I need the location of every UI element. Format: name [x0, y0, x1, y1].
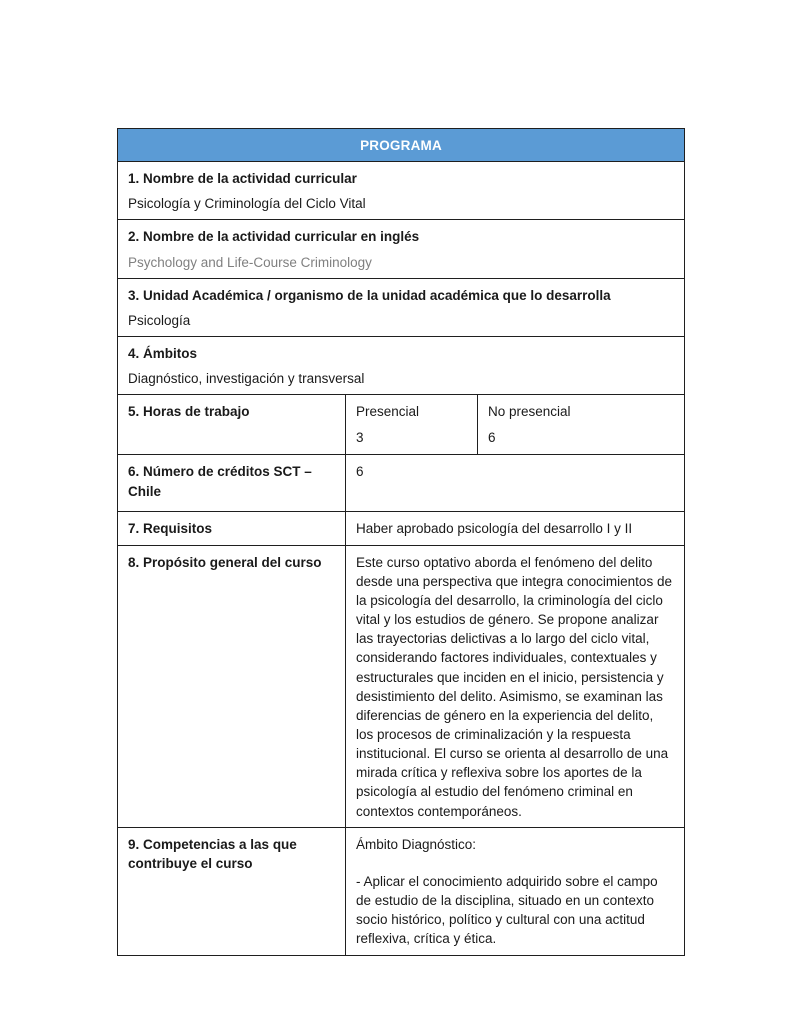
row8-value-cell: [346, 545, 685, 827]
row9-value-title: Ámbito Diagnóstico:: [356, 836, 477, 852]
table-row: [118, 455, 685, 512]
table-row: [118, 162, 685, 220]
table-row: [118, 220, 685, 278]
row4-value: Diagnóstico, investigación y transversal: [128, 371, 365, 387]
row9-value-body: - Aplicar el conocimiento adquirido sobre el campo de estudio de la disciplina, situado en un contexto socio histórico, político y cultural con una actitud reflexiva, crítica y ética.: [356, 873, 658, 947]
row5-label-cell: [118, 395, 346, 455]
row7-label: 7. Requisitos: [128, 521, 213, 537]
row1-value: Psicología y Criminología del Ciclo Vital: [128, 196, 366, 212]
row5-no-presencial-cell: [478, 395, 685, 455]
row8-label: 8. Propósito general del curso: [128, 554, 322, 570]
row2-cell: [118, 220, 685, 278]
row7-label-cell: [118, 512, 346, 545]
row6-value-cell: [346, 455, 685, 512]
row2-label: 2. Nombre de la actividad curricular en inglés: [128, 229, 420, 245]
row5-label: 5. Horas de trabajo: [128, 404, 250, 420]
table-row: [118, 827, 685, 955]
row5-presencial-value: 3: [356, 429, 364, 445]
row9-value-cell: [346, 827, 685, 955]
row5-presencial-cell: [346, 395, 478, 455]
row6-label-cell: [118, 455, 346, 512]
row5-presencial-label: Presencial: [356, 404, 420, 420]
program-table: [117, 128, 685, 956]
table-row: [118, 512, 685, 545]
row7-value: Haber aprobado psicología del desarrollo I y II: [356, 521, 633, 537]
table-title: PROGRAMA: [118, 129, 685, 162]
row3-value: Psicología: [128, 312, 191, 328]
row8-label-cell: [118, 545, 346, 827]
row7-value-cell: [346, 512, 685, 545]
row4-label: 4. Ámbitos: [128, 346, 198, 362]
table-row: [118, 545, 685, 827]
row9-label-cell: [118, 827, 346, 955]
row2-value: Psychology and Life-Course Criminology: [128, 254, 372, 270]
row6-value: 6: [356, 464, 364, 480]
row9-label: 9. Competencias a las que contribuye el curso: [128, 836, 297, 871]
row3-cell: [118, 278, 685, 336]
row1-label: 1. Nombre de la actividad curricular: [128, 171, 357, 187]
table-row: [118, 337, 685, 395]
row6-label: 6. Número de créditos SCT – Chile: [128, 464, 312, 499]
row8-value: Este curso optativo aborda el fenómeno del delito desde una perspectiva que integra conocimientos de la psicología del desarrollo, la criminología del ciclo vital y los estudios de género. Se propone analizar las trayectorias delictivas a lo largo del ciclo vital, considerando factores individuales, contextuales y estructurales que inciden en el inicio, persistencia y desistimiento del delito. Asimismo, se examinan las diferencias de género en la experiencia del delito, los procesos de criminalización y la respuesta institucional. El curso se orienta al desarrollo de una mirada crítica y reflexiva sobre los aportes de la psicología al estudio del fenómeno criminal en contextos contemporáneos.: [356, 554, 672, 819]
row5-no-presencial-value: 6: [488, 429, 496, 445]
table-row: [118, 395, 685, 455]
table-row-header: [118, 129, 685, 162]
row1-cell: [118, 162, 685, 220]
row3-label: 3. Unidad Académica / organismo de la unidad académica que lo desarrolla: [128, 287, 611, 303]
table-row: [118, 278, 685, 336]
row4-cell: [118, 337, 685, 395]
row5-no-presencial-label: No presencial: [488, 404, 571, 420]
